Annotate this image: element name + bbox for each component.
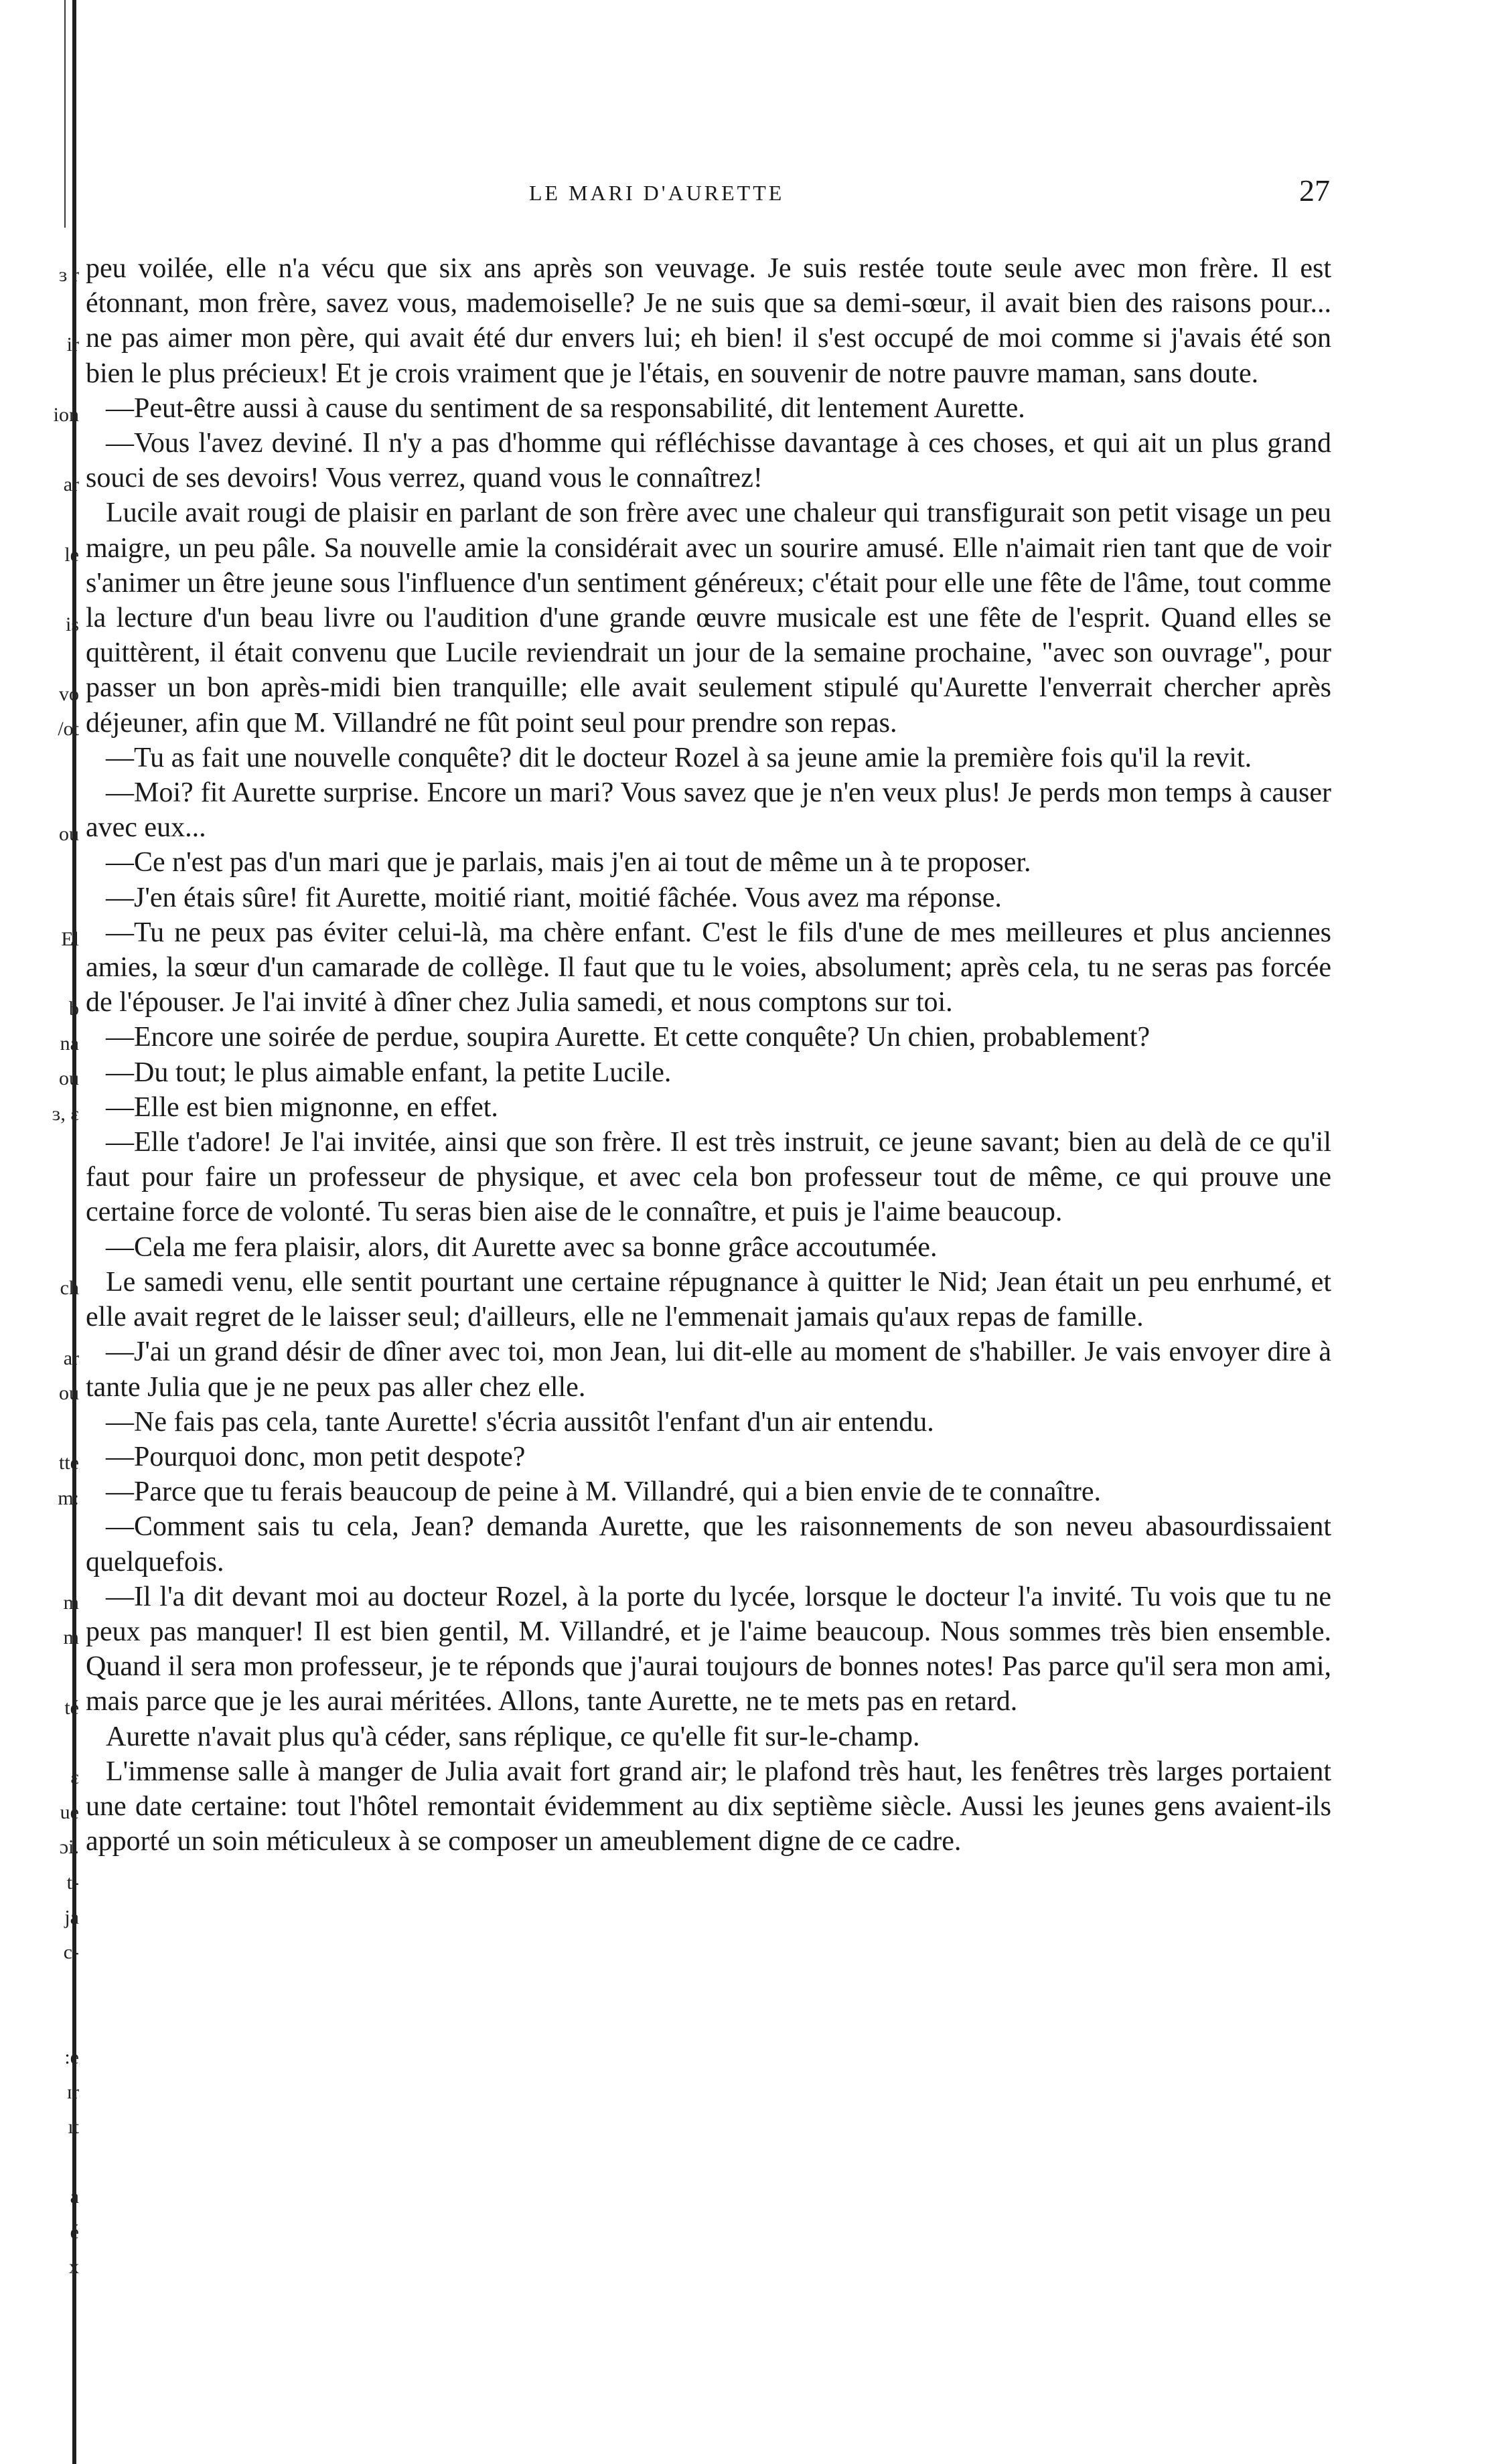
margin-fragment: a: [70, 2185, 79, 2208]
body-text: [86, 251, 1331, 1859]
margin-fragment: ɛ: [70, 1766, 79, 1789]
paragraph: Aurette n'avait plus qu'à céder, sans réplique, ce qu'elle fit sur-le-champ.: [106, 1721, 920, 1752]
margin-fragment: [0, 852, 79, 887]
paragraph: L'immense salle à manger de Julia avait fort grand air; le plafond très haut, les fenêtres très larges portaient une date certaine: tout l'hôtel remontait évidemment au dix septième siècle. Aussi les jeunes gens avaient-ils apporté un soin méticuleux à se composer un ameublement digne de ce cadre.: [86, 1756, 1331, 1857]
margin-fragment: [0, 957, 79, 992]
margin-fragment: /ot: [58, 718, 79, 741]
margin-fragment: ɔi.: [59, 1836, 79, 1859]
margin-fragment: x: [69, 2255, 79, 2278]
paragraph: —Tu ne peux pas éviter celui-là, ma chère enfant. C'est le fils d'une de mes meilleures et plus anciennes amies, la sœur d'un camarade de collège. Il faut que tu le voies, absolument; après cela, tu ne seras pas forcée de l'épouser. Je l'ai invité à dîner chez Julia samedi, et nous comptons sur toi.: [86, 917, 1331, 1018]
margin-fragment: ou: [59, 1382, 79, 1404]
margin-fragment: ɪr: [66, 2080, 79, 2103]
paragraph: —Peut-être aussi à cause du sentiment de sa responsabilité, dit lentement Aurette.: [106, 392, 1025, 424]
paragraph: —Du tout; le plus aimable enfant, la petite Lucile.: [106, 1057, 672, 1088]
margin-fragment: [0, 293, 79, 327]
margin-fragment: [0, 1306, 79, 1341]
margin-fragment: tte: [59, 1452, 79, 1474]
margin-fragment: [0, 642, 79, 677]
running-head: LE MARI D'AURETTE: [529, 181, 785, 205]
paragraph: peu voilée, elle n'a vécu que six ans après son veuvage. Je suis restée toute seule avec mon frère. Il est étonnant, mon frère, savez vous, mademoiselle? Je ne suis que sa demi-sœur, il avait bien des raisons pour... ne pas aimer mon père, qui avait été dur envers lui; eh bien! il s'est occupé de moi comme si j'avais été son bien le plus précieux! Et je crois vraiment que je l'étais, en souvenir de notre pauvre maman, sans doute.: [86, 253, 1331, 389]
margin-fragment: [0, 747, 79, 782]
margin-fragment: ou: [59, 823, 79, 845]
margin-fragment: [0, 1725, 79, 1760]
paragraph: —Parce que tu ferais beaucoup de peine à M. Villandré, qui a bien envie de te connaître.: [106, 1476, 1101, 1508]
margin-fragment: [0, 1656, 79, 1691]
paragraph: —Tu as fait une nouvelle conquête? dit le docteur Rozel à sa jeune amie la première fois qu'il la revit.: [106, 742, 1252, 773]
paragraph: —Ce n'est pas d'un mari que je parlais, mais j'en ai tout de même un à te proposer.: [106, 847, 1031, 878]
margin-fragment: ɜ r: [58, 264, 79, 286]
paragraph: —J'ai un grand désir de dîner avec toi, mon Jean, lui dit-elle au moment de s'habiller. Je vais envoyer dire à tante Julia que je ne peux pas aller chez elle.: [86, 1336, 1331, 1403]
margin-fragment: ar: [63, 1346, 79, 1369]
paragraph: —Pourquoi donc, mon petit despote?: [106, 1441, 526, 1472]
margin-fragment: [0, 1516, 79, 1551]
binding-edge-line: [64, 0, 66, 228]
margin-fragment: [0, 363, 79, 398]
margin-fragment: m: [63, 1592, 79, 1614]
paragraph: —Encore une soirée de perdue, soupira Aurette. Et cette conquête? Un chien, probablement?: [106, 1022, 1150, 1053]
margin-fragment: vo: [59, 683, 79, 706]
page-number: 27: [1299, 173, 1330, 208]
paragraph: —Vous l'avez deviné. Il n'y a pas d'homme qui réfléchisse davantage à ces choses, et qui ait un plus grand souci de ses devoirs! Vous verrez, quand vous le connaîtrez!: [86, 428, 1331, 494]
margin-fragment: b: [69, 997, 79, 1020]
paragraph: Le samedi venu, elle sentit pourtant une certaine répugnance à quitter le Nid; Jean était un peu enrhumé, et elle avait regret de le laisser seul; d'ailleurs, elle ne l'emmenait jamais qu'aux repas de famille.: [86, 1266, 1331, 1333]
paragraph: —Cela me fera plaisir, alors, dit Aurette avec sa bonne grâce accoutumée.: [106, 1231, 938, 1263]
margin-fragment: le: [64, 543, 79, 566]
margin-fragment: :e: [64, 2046, 79, 2068]
margin-fragment: ir: [66, 333, 79, 356]
margin-fragment: ıt: [68, 2115, 79, 2138]
margin-fragment: [0, 1551, 79, 1586]
margin-fragment: ar: [63, 473, 79, 496]
margin-fragment: é: [70, 2220, 79, 2243]
margin-fragment: m:: [58, 1486, 79, 1509]
margin-fragment: is: [65, 613, 79, 635]
margin-fragment: [0, 1970, 79, 2005]
margin-fragment: [0, 1411, 79, 1446]
paragraph: —Comment sais tu cela, Jean? demanda Aurette, que les raisonnements de son neveu abasourdissaient quelquefois.: [86, 1511, 1331, 1577]
paragraph: —J'en étais sûre! fit Aurette, moitié riant, moitié fâchée. Vous avez ma réponse.: [106, 882, 1002, 913]
margin-fragment: [0, 433, 79, 467]
margin-fragment: na: [60, 1032, 79, 1055]
margin-fragment: ja: [64, 1906, 79, 1928]
paragraph: —Ne fais pas cela, tante Aurette! s'écria aussitôt l'enfant d'un air entendu.: [106, 1406, 934, 1438]
margin-fragment: ue: [60, 1801, 79, 1824]
margin-fragment: m: [63, 1626, 79, 1649]
paragraph: —Il l'a dit devant moi au docteur Rozel, à la porte du lycée, lorsque le docteur l'a invité. Tu vois que tu ne peux pas manquer! Il est bien gentil, M. Villandré, et je l'aime beaucoup. Nous sommes très bien ensemble. Quand il sera mon professeur, je te réponds que j'aurai toujours de bonnes notes! Pas parce qu'il sera mon ami, mais parce que je les aurai méritées. Allons, tante Aurette, ne te mets pas en retard.: [86, 1581, 1331, 1717]
margin-fragment: té: [64, 1696, 79, 1719]
margin-fragment: [0, 2005, 79, 2039]
margin-fragment: ou: [59, 1067, 79, 1090]
margin-fragment: [0, 502, 79, 537]
margin-fragment: t-: [66, 1871, 79, 1894]
margin-fragment: [0, 572, 79, 607]
margin-fragment: c-: [63, 1941, 79, 1963]
paragraph: Lucile avait rougi de plaisir en parlant de son frère avec une chaleur qui transfigurait son petit visage un peu maigre, un peu pâle. Sa nouvelle amie la considérait avec un sourire amusé. Elle n'aimait rien tant que de voir s'animer un être jeune sous l'influence d'un sentiment généreux; c'était pour elle une fête de l'âme, tout comme la lecture d'un beau livre ou l'audition d'une grande œuvre musicale est une fête de l'esprit. Quand elles se quittèrent, il était convenu que Lucile reviendrait un jour de la semaine prochaine, "avec son ouvrage", pour passer un bon après-midi bien tranquille; elle avait seulement stipulé qu'Aurette l'enverrait chercher après déjeuner, afin que M. Villandré ne fût point seul pour prendre son repas.: [86, 497, 1331, 739]
margin-fragment: ch: [60, 1277, 79, 1300]
paragraph: —Moi? fit Aurette surprise. Encore un mari? Vous savez que je n'en veux plus! Je perds mon temps à causer avec eux...: [86, 777, 1331, 844]
margin-fragment: El: [61, 927, 79, 950]
margin-fragment: [0, 1201, 79, 1236]
paragraph: —Elle t'adore! Je l'ai invitée, ainsi que son frère. Il est très instruit, ce jeune savant; bien au delà de ce qu'il faut pour faire un professeur de physique, et avec cela bon professeur tout de même, ce qui prouve une certaine force de volonté. Tu seras bien aise de le connaître, et puis je l'aime beaucoup.: [86, 1127, 1331, 1228]
margin-fragment: [0, 887, 79, 921]
margin-fragment: [0, 1132, 79, 1166]
margin-fragment: [0, 2145, 79, 2179]
adjacent-page-margin: [0, 258, 79, 2285]
margin-fragment: ion: [53, 403, 79, 426]
margin-fragment: ɜ, ɛ: [52, 1102, 79, 1125]
margin-fragment: [0, 1236, 79, 1271]
margin-fragment: [0, 782, 79, 817]
margin-fragment: [0, 1166, 79, 1201]
paragraph: —Elle est bien mignonne, en effet.: [106, 1091, 498, 1123]
